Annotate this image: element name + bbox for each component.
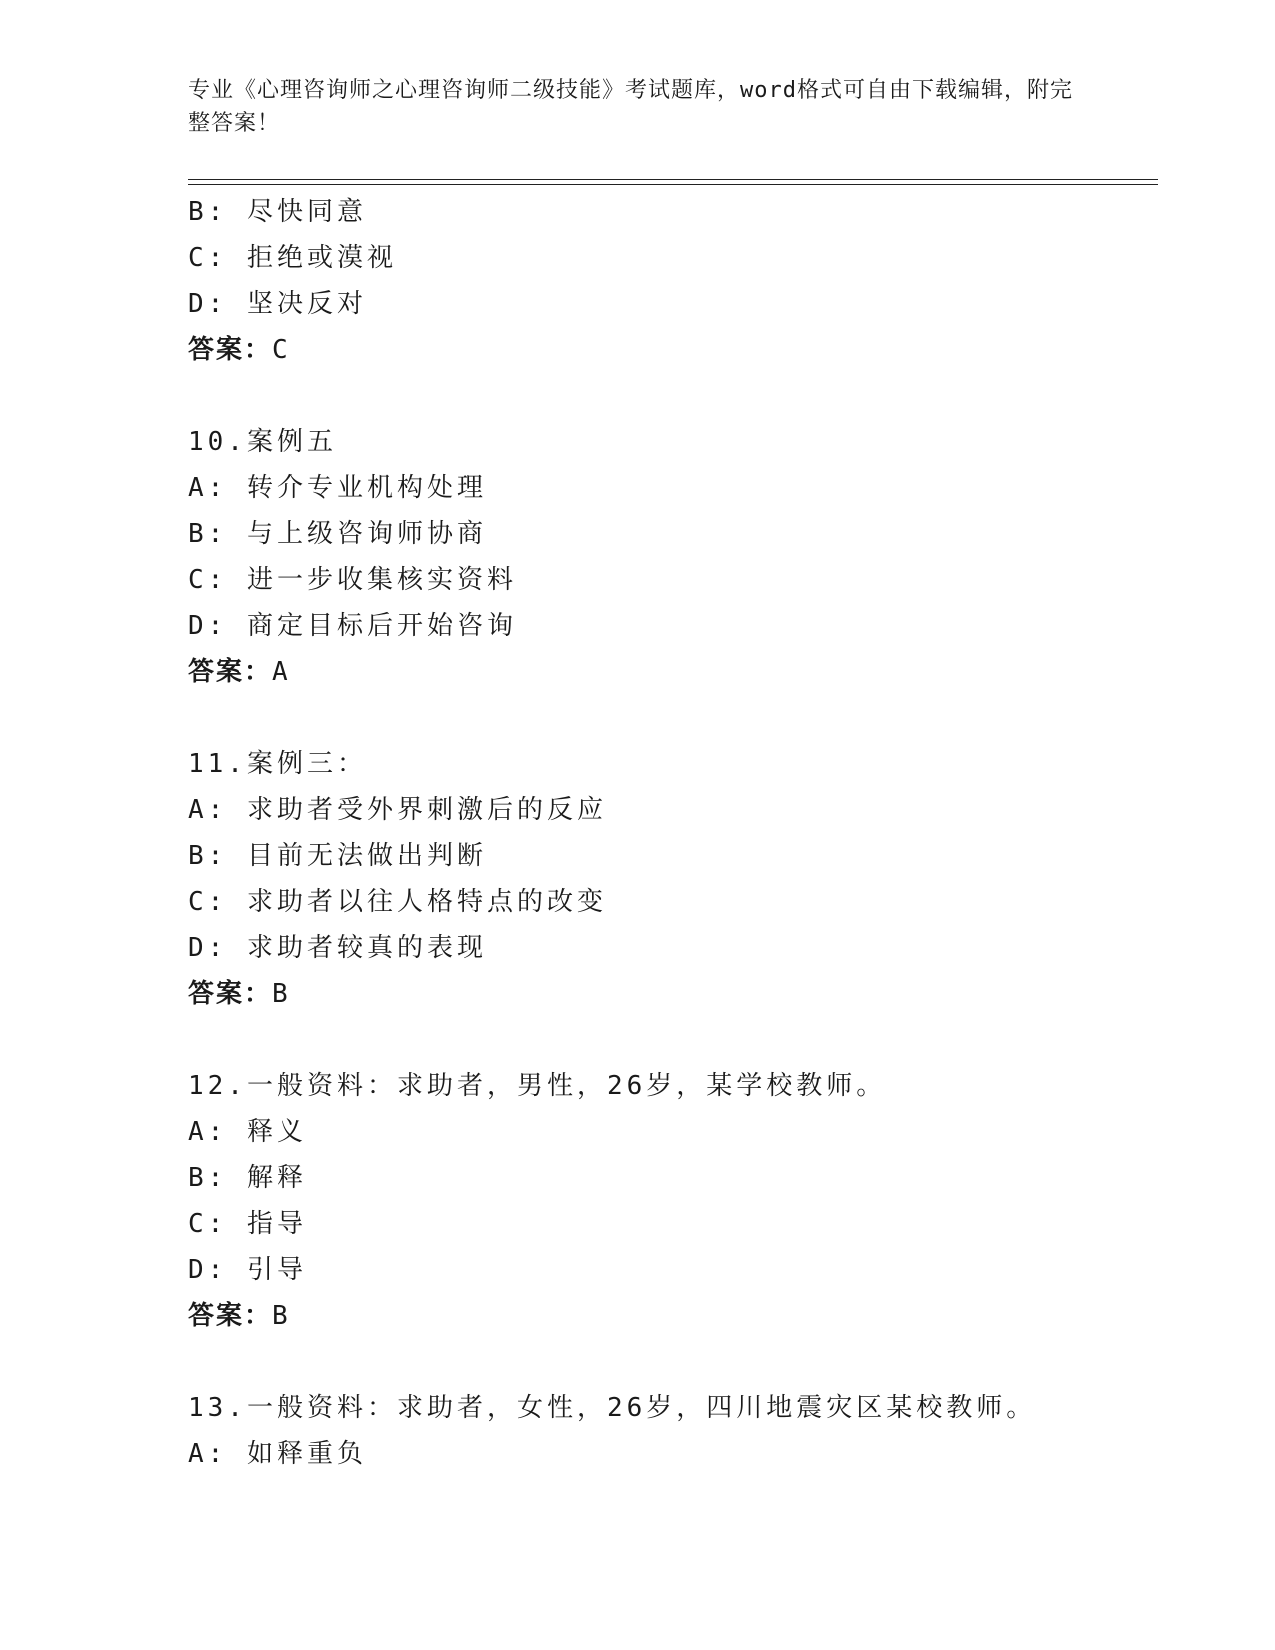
header-rule-bottom (188, 184, 1158, 185)
answer-line (188, 1293, 1148, 1339)
spacer (188, 1017, 1148, 1063)
option-c: C: 拒绝或漠视 (188, 243, 397, 273)
answer-label: 答案： (188, 657, 273, 687)
answer-value: C (272, 335, 290, 365)
option-b: B: 尽快同意 (188, 197, 367, 227)
answer-label: 答案： (188, 1301, 273, 1331)
option-a: A: 转介专业机构处理 (188, 473, 487, 503)
question-title: 12.一般资料：求助者，男性，26岁，某学校教师。 (188, 1071, 887, 1101)
document-header: 专业《心理咨询师之心理咨询师二级技能》考试题库，word格式可自由下载编辑，附完整答案！ (188, 78, 1073, 136)
question-content (188, 189, 1148, 1477)
answer-line (188, 971, 1148, 1017)
option-a: A: 求助者受外界刺激后的反应 (188, 795, 607, 825)
option-d: D: 商定目标后开始咨询 (188, 611, 517, 641)
option-d: D: 引导 (188, 1255, 307, 1285)
option-d: D: 求助者较真的表现 (188, 933, 487, 963)
option-b: B: 解释 (188, 1163, 307, 1193)
option-a: A: 如释重负 (188, 1439, 367, 1469)
option-c: C: 进一步收集核实资料 (188, 565, 517, 595)
question-title: 11.案例三： (188, 749, 367, 779)
answer-label: 答案： (188, 335, 273, 365)
option-c: C: 指导 (188, 1209, 307, 1239)
answer-value: A (272, 657, 290, 687)
question-13 (188, 1385, 1148, 1477)
answer-line (188, 327, 1148, 373)
spacer (188, 1339, 1148, 1385)
answer-value: B (272, 1301, 290, 1331)
option-b: B: 与上级咨询师协商 (188, 519, 487, 549)
answer-line (188, 649, 1148, 695)
spacer (188, 373, 1148, 419)
option-d: D: 坚决反对 (188, 289, 367, 319)
answer-value: B (272, 979, 290, 1009)
spacer (188, 695, 1148, 741)
option-a: A: 释义 (188, 1117, 307, 1147)
answer-label: 答案： (188, 979, 273, 1009)
question-10 (188, 419, 1148, 695)
option-b: B: 目前无法做出判断 (188, 841, 487, 871)
question-12 (188, 1063, 1148, 1339)
question-title: 13.一般资料：求助者，女性，26岁，四川地震灾区某校教师。 (188, 1393, 1037, 1423)
option-c: C: 求助者以往人格特点的改变 (188, 887, 607, 917)
header-rule-top (188, 179, 1158, 180)
question-9-continuation (188, 189, 1148, 373)
question-11 (188, 741, 1148, 1017)
question-title: 10.案例五 (188, 427, 337, 457)
